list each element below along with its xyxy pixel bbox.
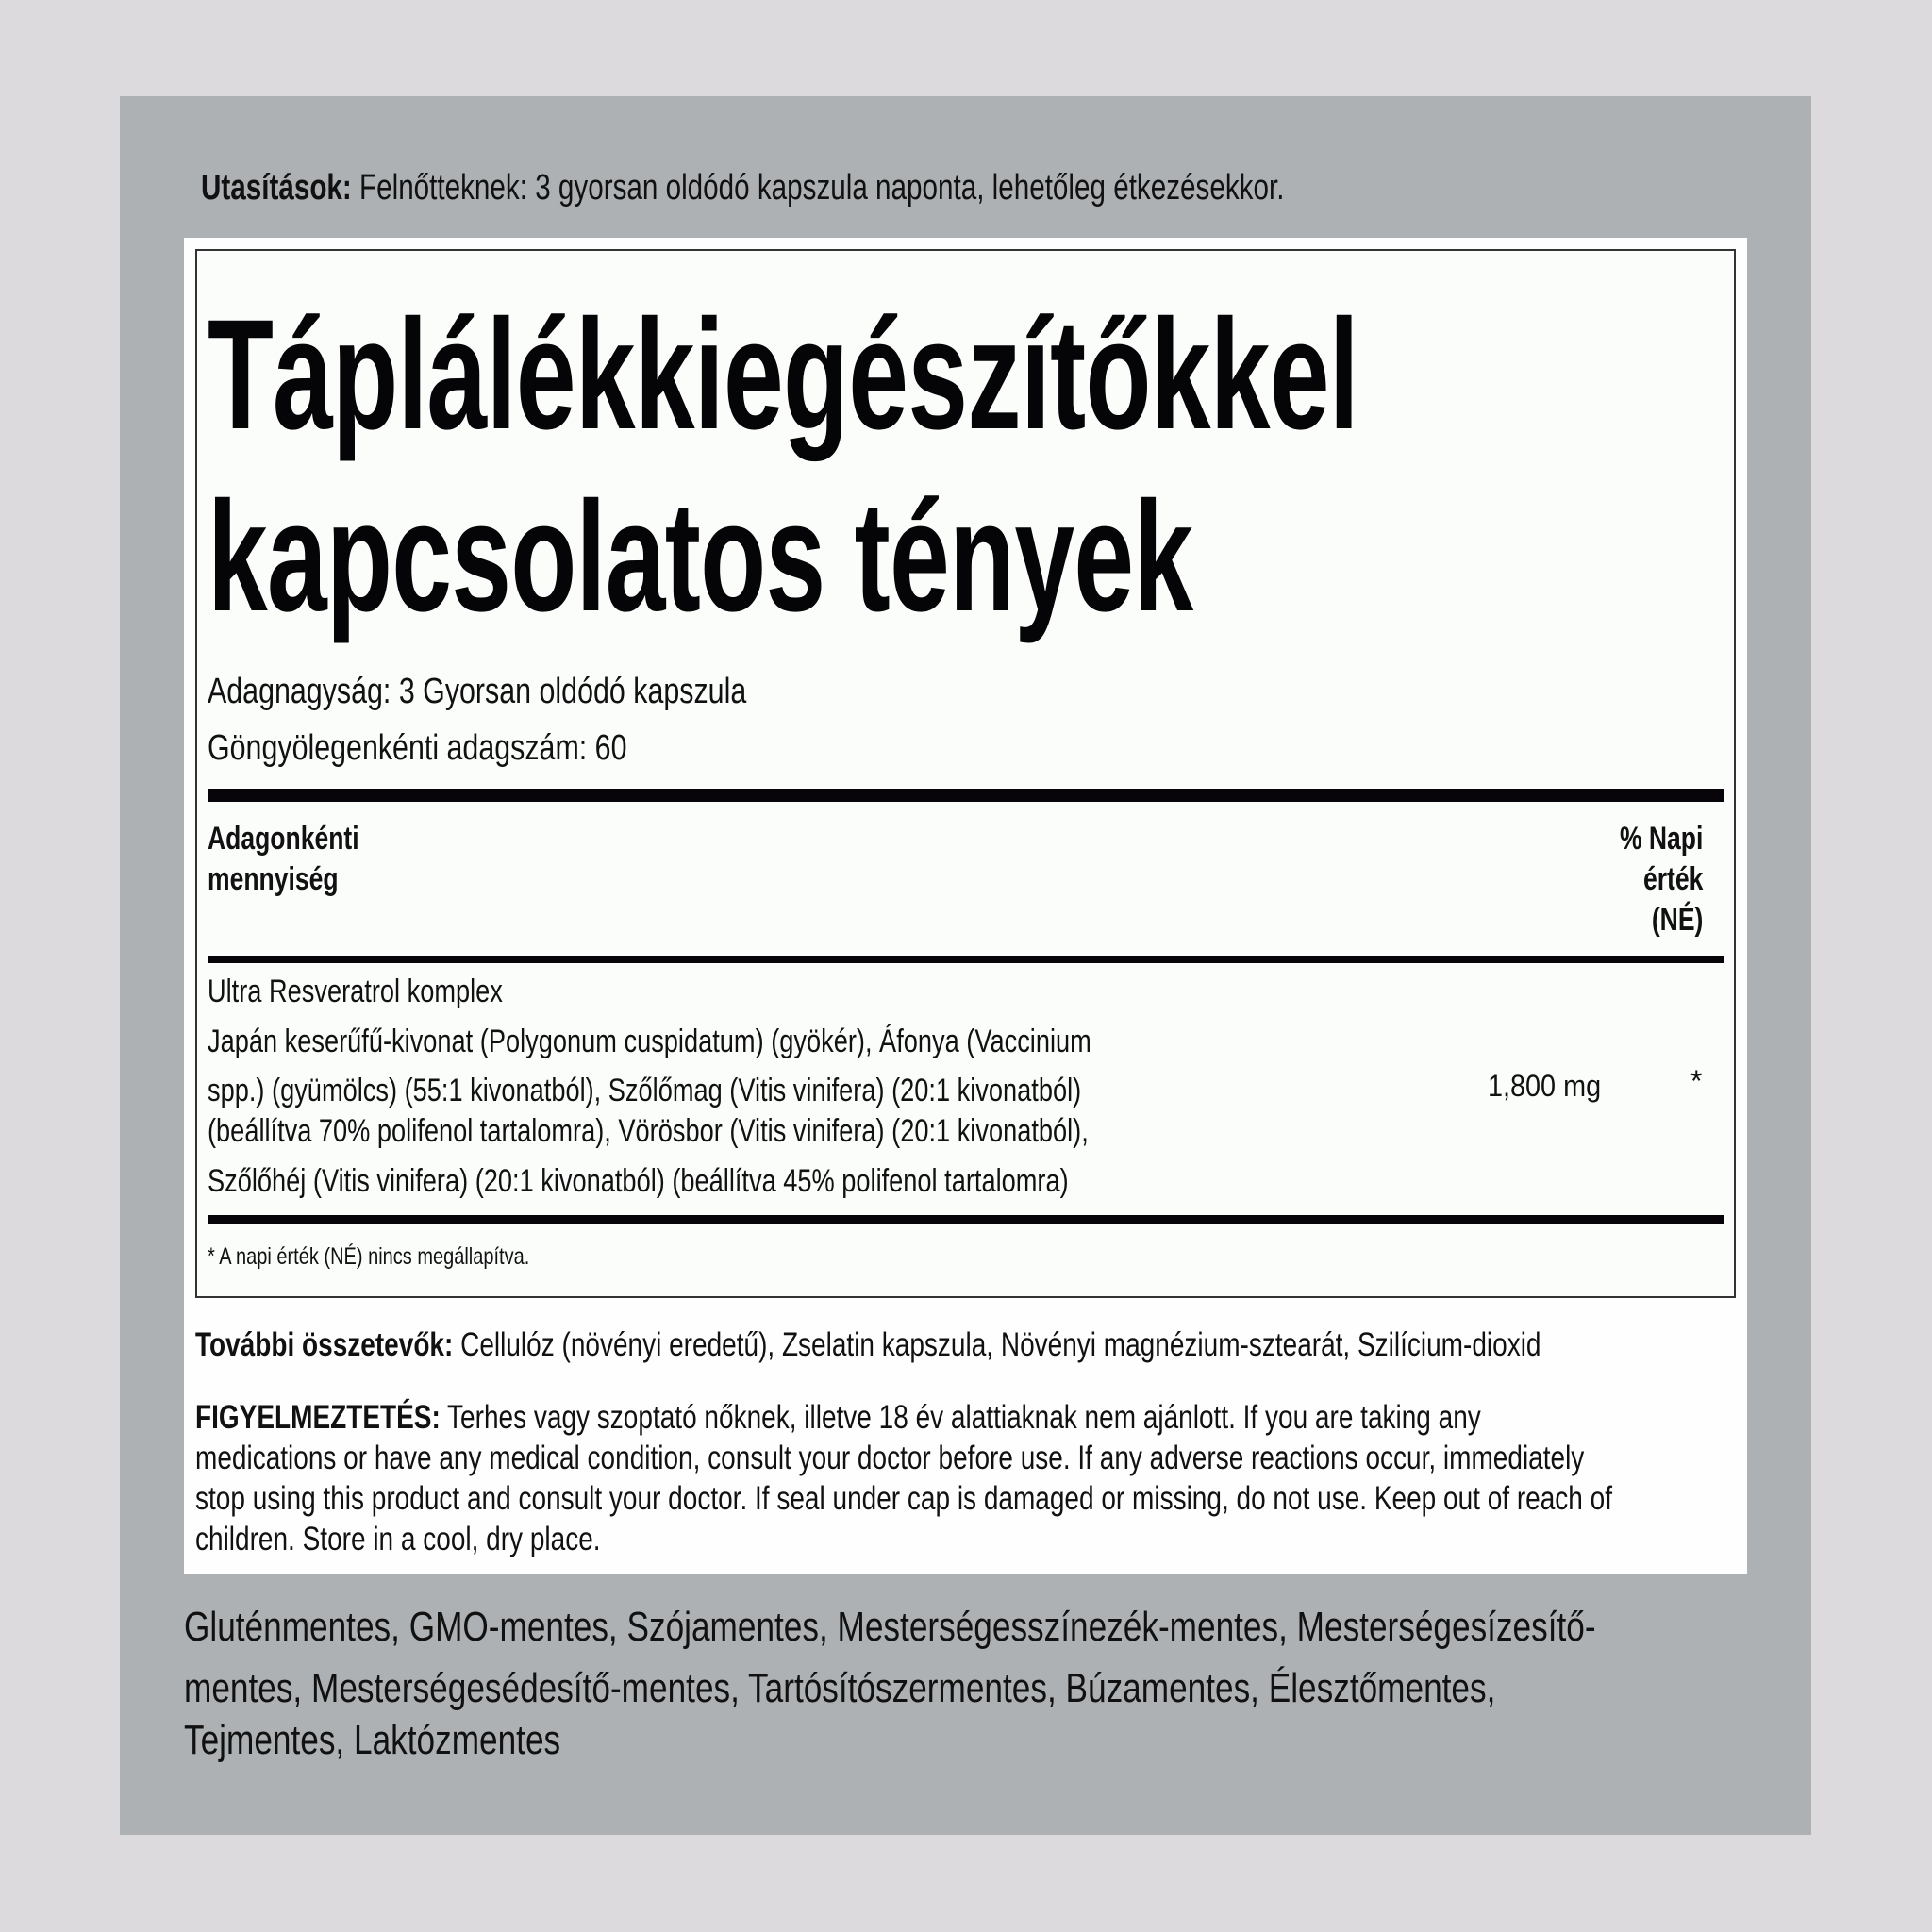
ingredient-description-line: Japán keserűfű-kivonat (Polygonum cuspidatum) (gyökér), Áfonya (Vaccinium: [208, 1024, 1091, 1059]
free-from-line: Tejmentes, Laktózmentes: [184, 1717, 561, 1763]
warning-line: Terhes vagy szoptató nőknek, illetve 18 év alattiaknak nem ajánlott. If you are taking any: [440, 1399, 1481, 1436]
free-from-line: mentes, Mesterségesédesítő-mentes, Tartósítószermentes, Búzamentes, Élesztőmentes,: [184, 1665, 1496, 1711]
facts-title-line1: Táplálékkiegészítőkkel: [208, 288, 1358, 462]
warning-line: stop using this product and consult your doctor. If seal under cap is damaged or missing, do not use. Keep out of reach of: [195, 1480, 1613, 1517]
dv-header-line3: (NÉ): [1651, 902, 1703, 938]
ingredient-description-line: (beállítva 70% polifenol tartalomra), Vörösbor (Vitis vinifera) (20:1 kivonatból),: [208, 1113, 1089, 1149]
servings-per-container: Göngyölegenkénti adagszám: 60: [208, 728, 627, 768]
directions-text: Felnőtteknek: 3 gyorsan oldódó kapszula naponta, lehetőleg étkezésekkor.: [351, 168, 1285, 208]
ingredient-daily-value: *: [1690, 1064, 1703, 1098]
serving-size: Adagnagyság: 3 Gyorsan oldódó kapszula: [208, 672, 747, 711]
ingredient-description-line: spp.) (gyümölcs) (55:1 kivonatból), Szőlőmag (Vitis vinifera) (20:1 kivonatból): [208, 1073, 1082, 1108]
thick-rule: [208, 789, 1724, 802]
ingredient-name: Ultra Resveratrol komplex: [208, 974, 503, 1009]
daily-value-footnote: * A napi érték (NÉ) nincs megállapítva.: [208, 1243, 530, 1270]
amount-per-serving-header: [208, 819, 359, 900]
ingredient-description-line: Szőlőhéj (Vitis vinifera) (20:1 kivonatból) (beállítva 45% polifenol tartalomra): [208, 1163, 1069, 1199]
bottom-rule: [208, 1215, 1724, 1224]
dv-header-line1: % Napi: [1619, 821, 1703, 857]
directions: [201, 168, 1284, 208]
other-ingredients-label: További összetevők:: [195, 1326, 454, 1363]
other-ingredients-text: Cellulóz (növényi eredetű), Zselatin kapszula, Növényi magnézium-sztearát, Szilícium-dioxid: [453, 1326, 1541, 1363]
warning-line: children. Store in a cool, dry place.: [195, 1521, 601, 1557]
warning-label: FIGYELMEZTETÉS:: [195, 1399, 441, 1436]
facts-title-line2: kapcsolatos tények: [208, 470, 1193, 644]
amount-header-line2: mennyiség: [208, 861, 339, 897]
free-from-line: Gluténmentes, GMO-mentes, Szójamentes, Mesterségesszínezék-mentes, Mesterségesízesítő-: [184, 1604, 1596, 1650]
dv-header-line2: érték: [1642, 861, 1703, 897]
ingredient-amount: 1,800 mg: [1488, 1069, 1602, 1103]
warning: [195, 1397, 1612, 1559]
other-ingredients: [195, 1326, 1541, 1364]
directions-label: Utasítások:: [201, 168, 352, 208]
warning-line: medications or have any medical condition, consult your doctor before use. If any adverse reactions occur, immediately: [195, 1440, 1585, 1476]
amount-header-line1: Adagonkénti: [208, 821, 359, 857]
daily-value-header: [1620, 819, 1703, 941]
medium-rule: [208, 956, 1724, 963]
